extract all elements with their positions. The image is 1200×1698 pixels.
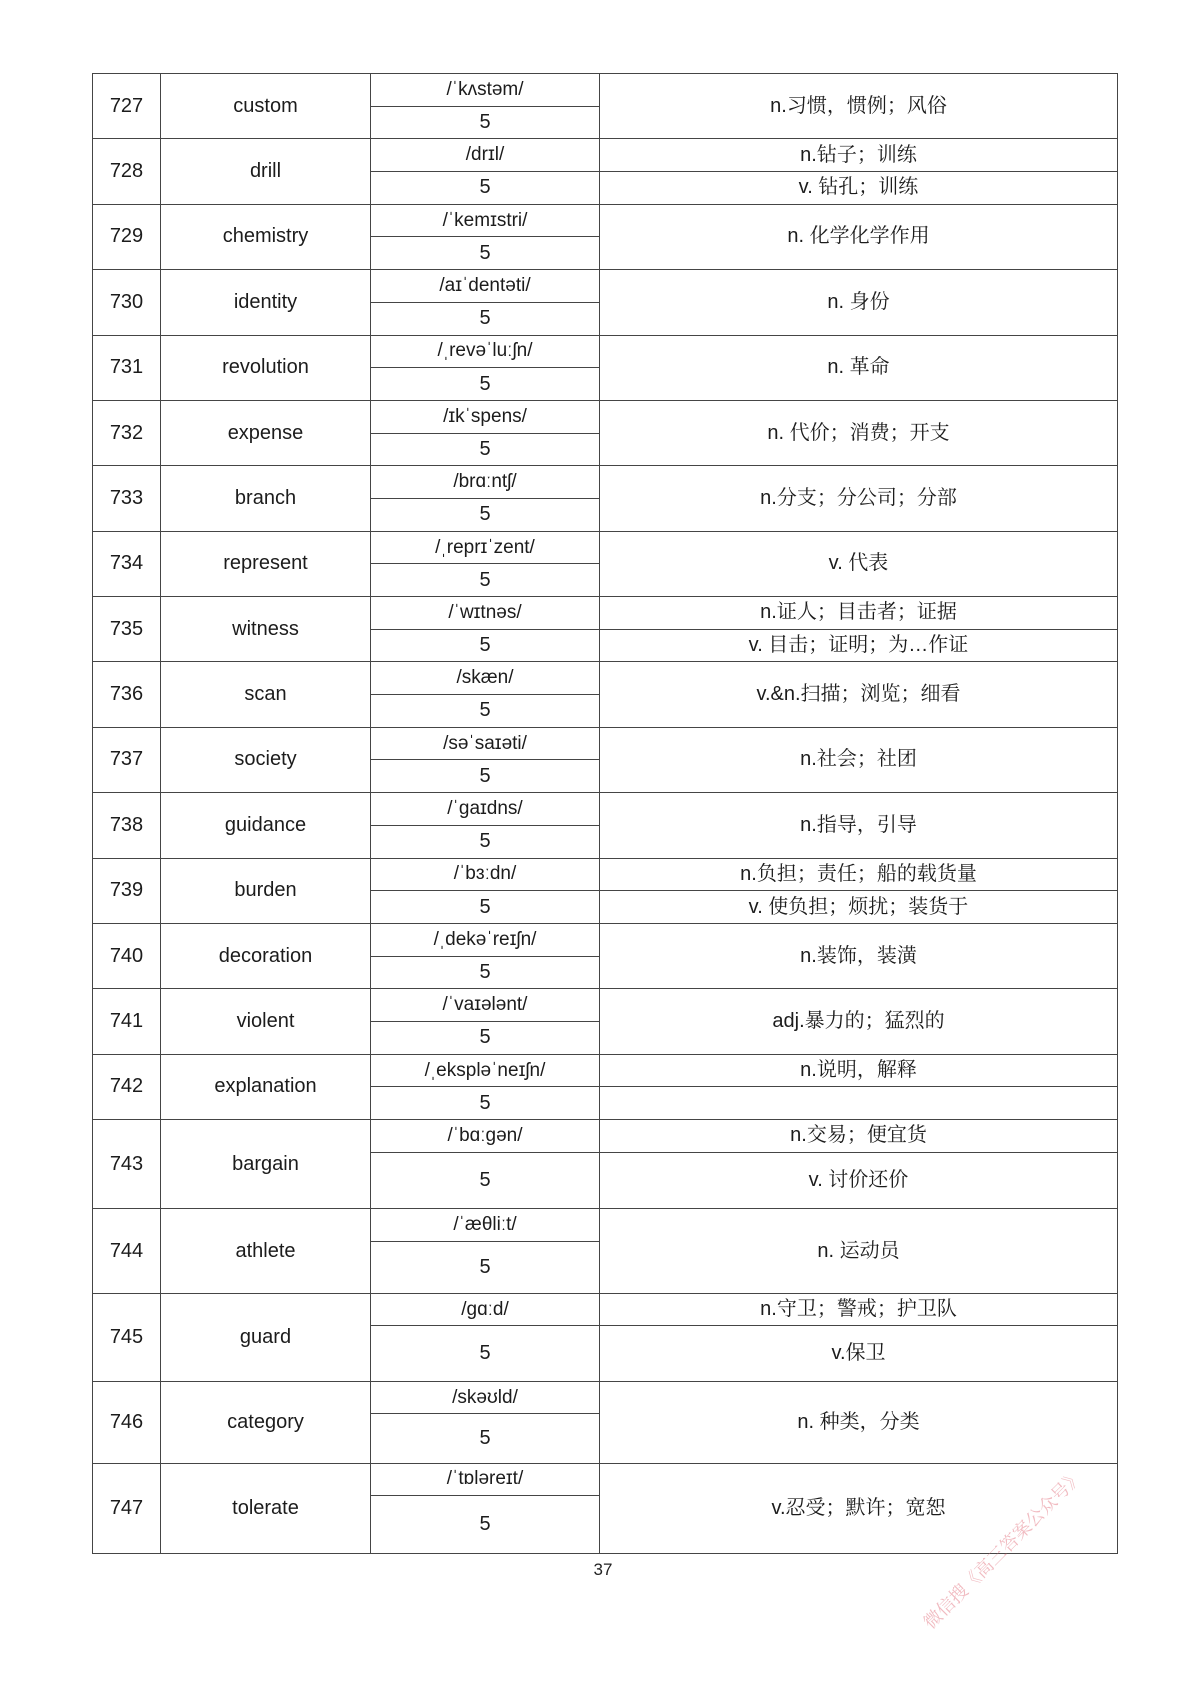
entry-number: 734 <box>93 531 161 596</box>
entry-meaning: v. 代表 <box>600 531 1118 596</box>
entry-row-top <box>93 597 1118 630</box>
entry-meaning: n.证人；目击者；证据 <box>600 597 1118 630</box>
entry-meaning-secondary: v.保卫 <box>600 1326 1118 1382</box>
entry-phonetic: /ˌrevəˈluːʃn/ <box>371 335 600 368</box>
entry-word: explanation <box>161 1054 371 1119</box>
entry-meaning: v.&n.扫描；浏览；细看 <box>600 662 1118 727</box>
entry-number: 735 <box>93 597 161 662</box>
entry-level: 5 <box>371 956 600 989</box>
entry-meaning: n.说明，解释 <box>600 1054 1118 1087</box>
entry-number: 736 <box>93 662 161 727</box>
entry-row-top <box>93 139 1118 172</box>
entry-phonetic: /ˈbɑːgən/ <box>371 1120 600 1153</box>
entry-number: 745 <box>93 1294 161 1381</box>
entry-level: 5 <box>371 106 600 139</box>
entry-row-top <box>93 793 1118 826</box>
entry-word: identity <box>161 270 371 335</box>
entry-row-top <box>93 1381 1118 1414</box>
entry-row-top <box>93 1120 1118 1153</box>
entry-row-top <box>93 204 1118 237</box>
entry-number: 740 <box>93 923 161 988</box>
entry-number: 730 <box>93 270 161 335</box>
entry-level: 5 <box>371 172 600 205</box>
entry-level: 5 <box>371 695 600 728</box>
entry-meaning: n.分支；分公司；分部 <box>600 466 1118 531</box>
entry-number: 747 <box>93 1463 161 1553</box>
entry-meaning: n. 化学化学作用 <box>600 204 1118 269</box>
entry-meaning: n.交易；便宜货 <box>600 1120 1118 1153</box>
entry-word: represent <box>161 531 371 596</box>
entry-number: 744 <box>93 1209 161 1294</box>
entry-meaning: n. 身份 <box>600 270 1118 335</box>
entry-row-top <box>93 531 1118 564</box>
entry-level: 5 <box>371 302 600 335</box>
entry-phonetic: /ˈwɪtnəs/ <box>371 597 600 630</box>
entry-meaning: n. 代价；消费；开支 <box>600 400 1118 465</box>
entry-row-top <box>93 1054 1118 1087</box>
entry-phonetic: /ɪkˈspens/ <box>371 400 600 433</box>
entry-phonetic: /brɑːntʃ/ <box>371 466 600 499</box>
entry-word: guard <box>161 1294 371 1381</box>
entry-phonetic: /ˈkʌstəm/ <box>371 74 600 107</box>
entry-number: 739 <box>93 858 161 923</box>
entry-phonetic: /drɪl/ <box>371 139 600 172</box>
entry-level: 5 <box>371 1152 600 1209</box>
entry-meaning-secondary <box>600 1087 1118 1120</box>
entry-row-top <box>93 466 1118 499</box>
entry-meaning: n.负担；责任；船的载货量 <box>600 858 1118 891</box>
entry-word: violent <box>161 989 371 1054</box>
entry-phonetic: /gɑːd/ <box>371 1294 600 1326</box>
entry-phonetic: /aɪˈdentəti/ <box>371 270 600 303</box>
entry-number: 743 <box>93 1120 161 1209</box>
entry-word: custom <box>161 74 371 139</box>
entry-word: scan <box>161 662 371 727</box>
entry-meaning: n.社会；社团 <box>600 727 1118 792</box>
entry-meaning: adj.暴力的；猛烈的 <box>600 989 1118 1054</box>
entry-number: 737 <box>93 727 161 792</box>
entry-level: 5 <box>371 891 600 924</box>
entry-phonetic: /səˈsaɪəti/ <box>371 727 600 760</box>
vocabulary-table-body <box>93 74 1118 1554</box>
entry-row-top <box>93 662 1118 695</box>
entry-meaning-secondary: v. 钻孔；训练 <box>600 172 1118 205</box>
entry-phonetic: /ˌdekəˈreɪʃn/ <box>371 923 600 956</box>
entry-phonetic: /skæn/ <box>371 662 600 695</box>
entry-word: athlete <box>161 1209 371 1294</box>
entry-meaning-secondary: v. 使负担；烦扰；装货于 <box>600 891 1118 924</box>
entry-row-top <box>93 858 1118 891</box>
entry-level: 5 <box>371 1242 600 1294</box>
entry-row-top <box>93 1463 1118 1496</box>
entry-word: witness <box>161 597 371 662</box>
vocabulary-table <box>92 73 1118 1554</box>
entry-word: burden <box>161 858 371 923</box>
entry-level: 5 <box>371 564 600 597</box>
entry-number: 728 <box>93 139 161 204</box>
entry-word: decoration <box>161 923 371 988</box>
entry-level: 5 <box>371 1496 600 1554</box>
entry-meaning-secondary: v. 目击；证明；为…作证 <box>600 629 1118 662</box>
entry-phonetic: /ˈvaɪələnt/ <box>371 989 600 1022</box>
watermark: 微信搜《高三答案公众号》 <box>919 1465 1088 1634</box>
entry-word: bargain <box>161 1120 371 1209</box>
entry-word: chemistry <box>161 204 371 269</box>
entry-number: 741 <box>93 989 161 1054</box>
entry-level: 5 <box>371 1414 600 1463</box>
entry-row-top <box>93 400 1118 433</box>
entry-level: 5 <box>371 760 600 793</box>
entry-level: 5 <box>371 1326 600 1382</box>
entry-row-top <box>93 727 1118 760</box>
entry-phonetic: /ˌekspləˈneɪʃn/ <box>371 1054 600 1087</box>
entry-level: 5 <box>371 825 600 858</box>
entry-phonetic: /ˈtɒləreɪt/ <box>371 1463 600 1496</box>
entry-meaning: v.忍受；默许；宽恕 <box>600 1463 1118 1553</box>
entry-phonetic: /skəʊld/ <box>371 1381 600 1414</box>
entry-row-top <box>93 1209 1118 1242</box>
entry-meaning: n.指导，引导 <box>600 793 1118 858</box>
entry-word: guidance <box>161 793 371 858</box>
entry-number: 746 <box>93 1381 161 1463</box>
entry-word: expense <box>161 400 371 465</box>
entry-row-top <box>93 74 1118 107</box>
entry-number: 742 <box>93 1054 161 1119</box>
entry-level: 5 <box>371 237 600 270</box>
entry-meaning: n.守卫；警戒；护卫队 <box>600 1294 1118 1326</box>
entry-meaning: n.钻子；训练 <box>600 139 1118 172</box>
entry-level: 5 <box>371 498 600 531</box>
entry-row-top <box>93 989 1118 1022</box>
entry-meaning: n. 革命 <box>600 335 1118 400</box>
entry-level: 5 <box>371 368 600 401</box>
entry-row-top <box>93 270 1118 303</box>
entry-word: revolution <box>161 335 371 400</box>
entry-number: 733 <box>93 466 161 531</box>
entry-phonetic: /ˌreprɪˈzent/ <box>371 531 600 564</box>
entry-word: branch <box>161 466 371 531</box>
entry-meaning-secondary: v. 讨价还价 <box>600 1152 1118 1209</box>
entry-phonetic: /ˈkemɪstri/ <box>371 204 600 237</box>
entry-meaning: n. 种类，分类 <box>600 1381 1118 1463</box>
entry-number: 738 <box>93 793 161 858</box>
page-number: 37 <box>593 1560 613 1579</box>
entry-level: 5 <box>371 433 600 466</box>
entry-row-top <box>93 923 1118 956</box>
entry-meaning: n.习惯，惯例；风俗 <box>600 74 1118 139</box>
entry-meaning: n. 运动员 <box>600 1209 1118 1294</box>
entry-number: 727 <box>93 74 161 139</box>
entry-word: tolerate <box>161 1463 371 1553</box>
entry-phonetic: /ˈgaɪdns/ <box>371 793 600 826</box>
entry-level: 5 <box>371 1087 600 1120</box>
entry-word: drill <box>161 139 371 204</box>
entry-level: 5 <box>371 629 600 662</box>
entry-row-top <box>93 335 1118 368</box>
entry-phonetic: /ˈæθliːt/ <box>371 1209 600 1242</box>
entry-phonetic: /ˈbɜːdn/ <box>371 858 600 891</box>
entry-word: society <box>161 727 371 792</box>
entry-row-top <box>93 1294 1118 1326</box>
entry-level: 5 <box>371 1021 600 1054</box>
entry-number: 729 <box>93 204 161 269</box>
entry-word: category <box>161 1381 371 1463</box>
entry-meaning: n.装饰，装潢 <box>600 923 1118 988</box>
entry-number: 732 <box>93 400 161 465</box>
entry-number: 731 <box>93 335 161 400</box>
